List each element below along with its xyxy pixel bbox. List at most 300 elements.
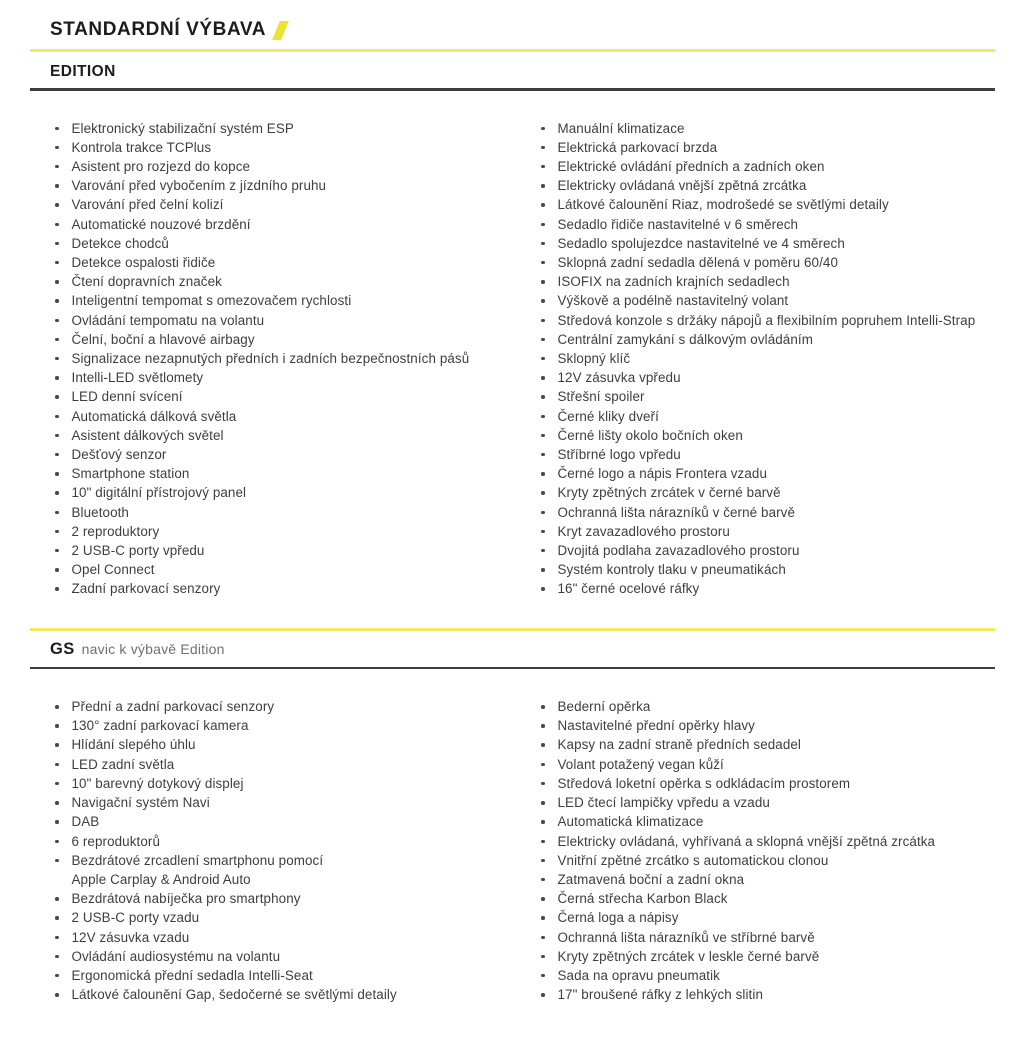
feature-line: Sedadlo řidiče nastavitelné v 6 směrech (557, 216, 799, 232)
list-item (541, 560, 995, 579)
feature-text (72, 812, 100, 831)
feature-text (72, 483, 247, 502)
bullet-icon (541, 261, 545, 265)
list-item (541, 311, 995, 330)
bullet-icon (541, 146, 545, 150)
feature-line: DAB (71, 814, 100, 830)
list-item (541, 195, 995, 214)
list-item (55, 812, 541, 831)
feature-line: Hlídání slepého úhlu (71, 737, 196, 753)
feature-line: LED zadní světla (71, 756, 175, 772)
list-item (541, 253, 995, 272)
feature-line: Elektronický stabilizační systém ESP (71, 120, 294, 136)
feature-text (72, 985, 397, 1004)
feature-text (72, 349, 470, 368)
list-item (55, 119, 541, 138)
feature-text (72, 119, 294, 138)
feature-text (558, 697, 651, 716)
feature-text (72, 755, 175, 774)
bullet-icon (541, 184, 545, 188)
feature-text (558, 774, 851, 793)
feature-line: Sedadlo spolujezdce nastavitelné ve 4 směrech (557, 235, 845, 251)
feature-line: Výškově a podélně nastavitelný volant (557, 293, 789, 309)
feature-line: Detekce ospalosti řidiče (71, 254, 216, 270)
feature-text (558, 560, 786, 579)
feature-line: LED denní svícení (71, 389, 183, 405)
feature-text (72, 330, 255, 349)
feature-line: Bezdrátová nabíječka pro smartphony (71, 891, 301, 907)
bullet-icon (541, 743, 545, 747)
list-item (55, 541, 541, 560)
feature-text (558, 889, 728, 908)
feature-line: 10" digitální přístrojový panel (71, 485, 247, 501)
bullet-icon (541, 782, 545, 786)
feature-line: 2 reproduktory (71, 523, 160, 539)
feature-text (558, 368, 681, 387)
feature-text (72, 234, 169, 253)
bullet-icon (55, 319, 59, 323)
feature-line: Volant potažený vegan kůží (557, 756, 724, 772)
bullet-icon (541, 705, 545, 709)
feature-text (72, 793, 210, 812)
feature-text (558, 119, 685, 138)
list-item (541, 234, 995, 253)
feature-text (558, 947, 820, 966)
list-item (541, 272, 995, 291)
bullet-icon (541, 223, 545, 227)
bullet-icon (55, 338, 59, 342)
edition-feature-list-left (55, 119, 541, 599)
feature-text (72, 368, 204, 387)
feature-text (72, 947, 281, 966)
bullet-icon (55, 165, 59, 169)
list-item (541, 889, 995, 908)
list-item (541, 966, 995, 985)
bullet-icon (541, 415, 545, 419)
list-item (55, 522, 541, 541)
list-item (541, 735, 995, 754)
feature-line: Středová konzole s držáky nápojů a flexibilním popruhem Intelli-Strap (557, 312, 976, 328)
section-edition-heading: EDITION (50, 63, 116, 80)
bullet-icon (541, 878, 545, 882)
feature-text (72, 272, 222, 291)
list-item (55, 697, 541, 716)
feature-text (558, 793, 770, 812)
list-item (541, 176, 995, 195)
feature-text (558, 851, 829, 870)
bullet-icon (55, 974, 59, 978)
feature-line: 10" barevný dotykový displej (71, 775, 244, 791)
list-item (541, 541, 995, 560)
bullet-icon (541, 280, 545, 284)
list-item (55, 234, 541, 253)
list-item (55, 215, 541, 234)
list-item (55, 138, 541, 157)
bullet-icon (55, 840, 59, 844)
list-item (541, 215, 995, 234)
feature-line: Čelní, boční a hlavové airbagy (71, 331, 255, 347)
brand-slash-icon (272, 21, 289, 40)
bullet-icon (541, 936, 545, 940)
feature-line: Automatická dálková světla (71, 408, 237, 424)
feature-text (558, 928, 815, 947)
list-item (541, 870, 995, 889)
feature-text (72, 387, 183, 406)
bullet-icon (541, 357, 545, 361)
feature-text (558, 330, 813, 349)
feature-line: Centrální zamykání s dálkovým ovládáním (557, 331, 813, 347)
feature-line: Elektricky ovládaná, vyhřívaná a sklopná vnější zpětná zrcátka (557, 833, 936, 849)
feature-line: 2 USB-C porty vpředu (71, 542, 205, 558)
bullet-icon (55, 568, 59, 572)
bullet-icon (541, 453, 545, 457)
feature-line: Smartphone station (71, 466, 190, 482)
bullet-icon (541, 319, 545, 323)
list-item (55, 272, 541, 291)
feature-text (558, 387, 645, 406)
feature-line: Elektricky ovládaná vnější zpětná zrcátka (557, 178, 807, 194)
bullet-icon (55, 127, 59, 131)
bullet-icon (55, 530, 59, 534)
bullet-icon (55, 491, 59, 495)
feature-text (72, 157, 251, 176)
list-item (541, 138, 995, 157)
feature-line: Kapsy na zadní straně předních sedadel (557, 737, 802, 753)
bullet-icon (55, 415, 59, 419)
feature-line: Střešní spoiler (557, 389, 645, 405)
feature-line: Asistent pro rozjezd do kopce (71, 158, 251, 174)
list-item (55, 716, 541, 735)
bullet-icon (541, 127, 545, 131)
list-item (55, 793, 541, 812)
list-item (541, 445, 995, 464)
feature-text (558, 541, 800, 560)
bullet-icon (55, 280, 59, 284)
bullet-icon (541, 568, 545, 572)
bullet-icon (541, 530, 545, 534)
bullet-icon (541, 993, 545, 997)
bullet-icon (541, 203, 545, 207)
bullet-icon (55, 549, 59, 553)
list-item (55, 755, 541, 774)
feature-text (558, 870, 745, 889)
feature-text (558, 464, 768, 483)
feature-text (72, 311, 265, 330)
feature-line: Čtení dopravních značek (71, 274, 222, 290)
gs-feature-list-right (541, 697, 995, 1004)
list-item (541, 908, 995, 927)
feature-line: Kryty zpětných zrcátek v leskle černé barvě (557, 948, 820, 964)
list-item (541, 483, 995, 502)
section-gs-subtitle: navic k výbavě Edition (81, 640, 225, 657)
bullet-icon (541, 840, 545, 844)
list-item (541, 157, 995, 176)
bullet-icon (55, 955, 59, 959)
feature-line: Středová loketní opěrka s odkládacím prostorem (557, 775, 851, 791)
feature-text (558, 716, 755, 735)
feature-line: Přední a zadní parkovací senzory (71, 699, 275, 715)
feature-text (558, 426, 743, 445)
section-edition-columns (30, 91, 995, 599)
section-edition-heading-row (50, 63, 995, 83)
feature-text (72, 176, 327, 195)
feature-text (558, 445, 681, 464)
list-item (541, 774, 995, 793)
feature-text (558, 176, 807, 195)
bullet-icon (55, 453, 59, 457)
feature-line: Detekce chodců (71, 235, 169, 251)
bullet-icon (55, 146, 59, 150)
list-item (55, 947, 541, 966)
bullet-icon (55, 376, 59, 380)
list-item (55, 445, 541, 464)
list-item (541, 387, 995, 406)
feature-line: Inteligentní tempomat s omezovačem rychlosti (71, 293, 352, 309)
feature-line: Sklopný klíč (557, 350, 631, 366)
feature-text (558, 407, 659, 426)
bullet-icon (541, 434, 545, 438)
bullet-icon (55, 916, 59, 920)
list-item (55, 407, 541, 426)
feature-text (558, 195, 889, 214)
list-item (55, 157, 541, 176)
feature-line: Ochranná lišta nárazníků ve stříbrné barvě (557, 929, 815, 945)
list-item (55, 832, 541, 851)
list-item (541, 851, 995, 870)
feature-text (558, 503, 796, 522)
list-item (541, 349, 995, 368)
feature-text (72, 407, 237, 426)
feature-line: 17" broušené ráfky z lehkých slitin (557, 987, 763, 1003)
feature-line: LED čtecí lampičky vpředu a vzadu (557, 795, 770, 811)
feature-text (558, 812, 704, 831)
feature-line: Intelli-LED světlomety (71, 370, 204, 386)
feature-text (558, 522, 730, 541)
feature-line: Automatické nouzové brzdění (71, 216, 251, 232)
feature-line: Signalizace nezapnutých předních i zadních bezpečnostních pásů (71, 350, 470, 366)
feature-text (558, 215, 799, 234)
feature-text (72, 138, 212, 157)
feature-line: Zadní parkovací senzory (71, 581, 221, 597)
page-title: STANDARDNÍ VÝBAVA (50, 19, 267, 40)
feature-line: Ovládání audiosystému na volantu (71, 948, 281, 964)
feature-text (72, 966, 313, 985)
feature-line: Zatmavená boční a zadní okna (557, 871, 745, 887)
feature-text (72, 774, 244, 793)
list-item (55, 985, 541, 1004)
bullet-icon (541, 338, 545, 342)
feature-line: Sklopná zadní sedadla dělená v poměru 60/40 (557, 254, 838, 270)
feature-text (558, 349, 631, 368)
feature-line: Látkové čalounění Riaz, modrošedé se světlými detaily (557, 197, 889, 213)
feature-text (72, 426, 224, 445)
bullet-icon (55, 801, 59, 805)
list-item (541, 985, 995, 1004)
section-gs-columns (30, 669, 995, 1004)
divider-yellow (30, 49, 995, 52)
list-item (541, 407, 995, 426)
list-item (541, 368, 995, 387)
list-item (55, 176, 541, 195)
feature-line: Kryty zpětných zrcátek v černé barvě (557, 485, 781, 501)
bullet-icon (55, 936, 59, 940)
feature-text (72, 851, 324, 889)
list-item (55, 560, 541, 579)
list-item (541, 119, 995, 138)
bullet-icon (55, 395, 59, 399)
list-item (55, 889, 541, 908)
list-item (55, 349, 541, 368)
list-item (541, 464, 995, 483)
feature-text (72, 735, 196, 754)
feature-line: Ochranná lišta nárazníků v černé barvě (557, 504, 796, 520)
feature-text (558, 234, 845, 253)
section-gs (30, 628, 995, 1005)
feature-line: Elektrická parkovací brzda (557, 139, 718, 155)
feature-text (558, 966, 720, 985)
bullet-icon (55, 472, 59, 476)
feature-line: ISOFIX na zadních krajních sedadlech (557, 274, 790, 290)
list-item (541, 697, 995, 716)
bullet-icon (541, 299, 545, 303)
feature-line: Černá střecha Karbon Black (557, 891, 728, 907)
feature-text (72, 445, 167, 464)
feature-line: Černá loga a nápisy (557, 910, 679, 926)
feature-line: Sada na opravu pneumatik (557, 967, 720, 983)
feature-text (72, 560, 155, 579)
list-item (55, 291, 541, 310)
list-item (55, 426, 541, 445)
list-item (55, 579, 541, 598)
section-gs-heading: GS (50, 639, 75, 658)
feature-text (558, 157, 825, 176)
feature-text (72, 464, 190, 483)
feature-line: Stříbrné logo vpředu (557, 446, 681, 462)
bullet-icon (541, 897, 545, 901)
feature-line: 12V zásuvka vzadu (71, 929, 190, 945)
feature-line: Automatická klimatizace (557, 814, 704, 830)
feature-text (72, 697, 275, 716)
bullet-icon (541, 376, 545, 380)
feature-text (72, 541, 205, 560)
list-item (55, 253, 541, 272)
feature-text (558, 311, 976, 330)
feature-line: Dešťový senzor (71, 446, 167, 462)
list-item (541, 793, 995, 812)
bullet-icon (55, 511, 59, 515)
list-item (55, 735, 541, 754)
gs-feature-list-left (55, 697, 541, 1004)
feature-line: Elektrické ovládání předních a zadních oken (557, 158, 825, 174)
list-item (541, 503, 995, 522)
bullet-icon (55, 184, 59, 188)
bullet-icon (541, 587, 545, 591)
list-item (541, 928, 995, 947)
feature-text (72, 253, 216, 272)
bullet-icon (55, 705, 59, 709)
bullet-icon (55, 897, 59, 901)
feature-text (558, 985, 764, 1004)
bullet-icon (55, 993, 59, 997)
list-item (541, 522, 995, 541)
feature-text (72, 579, 221, 598)
list-item (55, 464, 541, 483)
bullet-icon (55, 782, 59, 786)
list-item (55, 387, 541, 406)
bullet-icon (541, 859, 545, 863)
list-item (541, 579, 995, 598)
bullet-icon (55, 587, 59, 591)
feature-line: Dvojitá podlaha zavazadlového prostoru (557, 542, 800, 558)
feature-line: 6 reproduktorů (71, 833, 160, 849)
list-item (55, 851, 541, 889)
feature-line: Černé lišty okolo bočních oken (557, 427, 743, 443)
list-item (55, 966, 541, 985)
bullet-icon (541, 242, 545, 246)
feature-line: Manuální klimatizace (557, 120, 685, 136)
feature-text (558, 272, 790, 291)
list-item (55, 195, 541, 214)
feature-line: Navigační systém Navi (71, 795, 210, 811)
feature-text (558, 291, 789, 310)
list-item (55, 928, 541, 947)
bullet-icon (55, 434, 59, 438)
bullet-icon (541, 916, 545, 920)
feature-text (558, 755, 724, 774)
bullet-icon (541, 724, 545, 728)
feature-text (558, 579, 700, 598)
bullet-icon (55, 299, 59, 303)
edition-feature-list-right (541, 119, 995, 599)
page-header (30, 18, 995, 52)
feature-line: Kontrola trakce TCPlus (71, 139, 212, 155)
feature-line: Bluetooth (71, 504, 129, 520)
list-item (55, 483, 541, 502)
feature-line: Varování před čelní kolizí (71, 197, 224, 213)
feature-line: Bederní opěrka (557, 699, 651, 715)
bullet-icon (541, 472, 545, 476)
feature-line: 12V zásuvka vpředu (557, 370, 681, 386)
list-item (55, 774, 541, 793)
feature-line: Ovládání tempomatu na volantu (71, 312, 265, 328)
feature-text (72, 522, 160, 541)
feature-line: Bezdrátové zrcadlení smartphonu pomocí (71, 852, 324, 868)
feature-line: Varování před vybočením z jízdního pruhu (71, 178, 327, 194)
bullet-icon (55, 357, 59, 361)
feature-text (72, 889, 301, 908)
feature-line: Ergonomická přední sedadla Intelli-Seat (71, 967, 313, 983)
feature-text (72, 716, 249, 735)
bullet-icon (541, 801, 545, 805)
section-gs-heading-row (50, 640, 995, 662)
list-item (541, 832, 995, 851)
feature-text (72, 928, 190, 947)
list-item (541, 812, 995, 831)
bullet-icon (541, 165, 545, 169)
feature-text (72, 908, 200, 927)
feature-line: Látkové čalounění Gap, šedočerné se světlými detaily (71, 987, 397, 1003)
feature-line: Systém kontroly tlaku v pneumatikách (557, 562, 786, 578)
list-item (541, 291, 995, 310)
bullet-icon (541, 491, 545, 495)
bullet-icon (55, 242, 59, 246)
bullet-icon (541, 511, 545, 515)
divider-yellow (30, 628, 995, 631)
feature-line: Asistent dálkových světel (71, 427, 224, 443)
feature-line: Apple Carplay & Android Auto (71, 871, 251, 887)
feature-text (72, 195, 224, 214)
bullet-icon (55, 820, 59, 824)
